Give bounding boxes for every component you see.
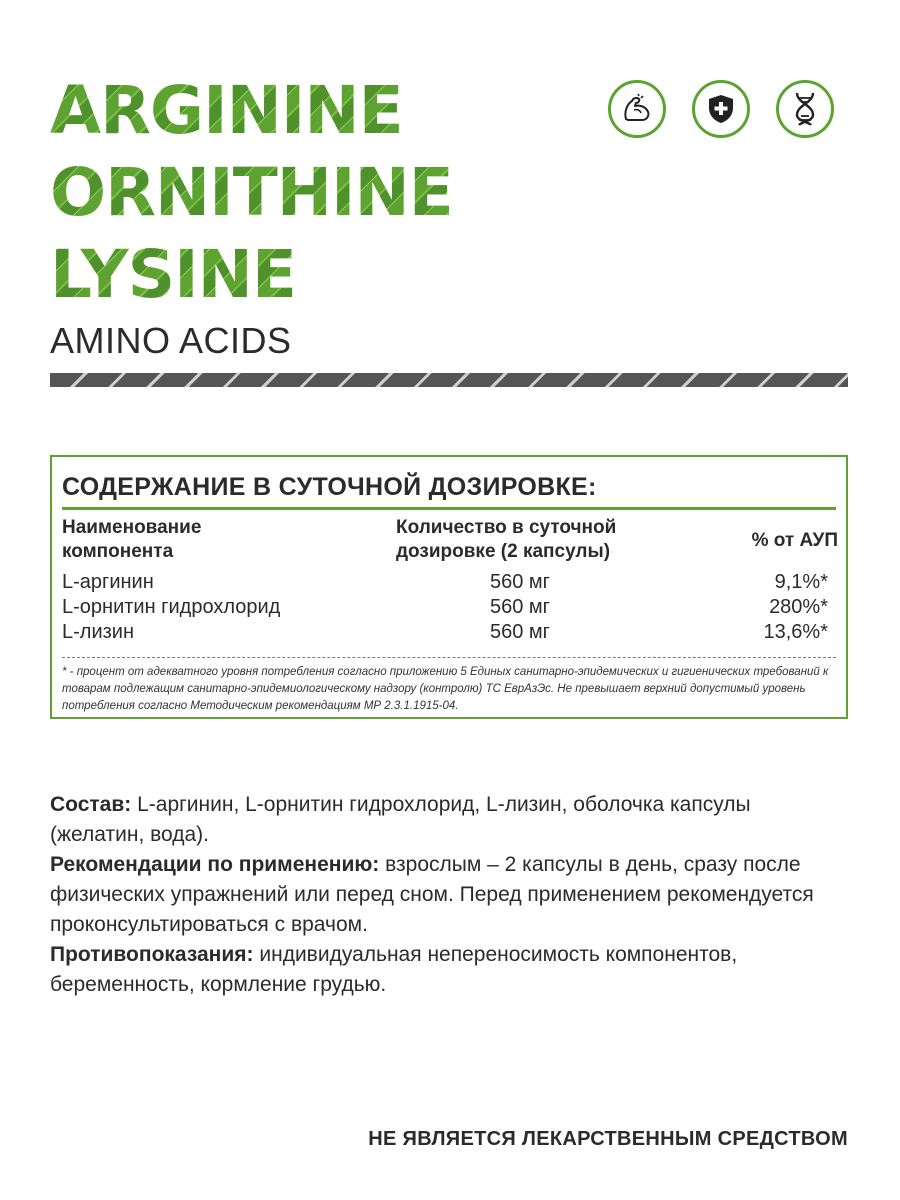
table-row — [62, 571, 828, 597]
footnote-divider — [62, 657, 836, 658]
contraindications-text: индивидуальная непереносимость компонентов, беременность, кормление грудью. — [50, 943, 738, 996]
row-component: L-лизин — [62, 621, 135, 643]
row-amount: 560 мг — [490, 621, 550, 643]
table-row — [62, 621, 828, 647]
row-component: L-орнитин гидрохлорид — [62, 596, 281, 618]
usage-label: Рекомендации по применению: — [50, 853, 380, 876]
table-row — [62, 596, 828, 622]
contraindications-paragraph — [50, 940, 850, 1000]
row-amount: 560 мг — [490, 571, 550, 593]
row-percent: 13,6%* — [763, 621, 828, 643]
title-line-ornithine: ORNITHINE — [50, 152, 610, 234]
composition-text: L-аргинин, L-орнитин гидрохлорид, L-лизин, оболочка капсулы (желатин, вода). — [50, 793, 751, 846]
row-percent: 9,1%* — [774, 571, 828, 593]
title-line-lysine: LYSINE — [50, 234, 610, 316]
panel-title: СОДЕРЖАНИЕ В СУТОЧНОЙ ДОЗИРОВКЕ: — [62, 473, 597, 501]
daily-dosage-panel — [50, 455, 848, 719]
header-daily-amount — [396, 516, 676, 564]
row-amount: 560 мг — [490, 596, 550, 618]
header-qty-line1: Количество в суточной — [396, 517, 617, 538]
usage-paragraph — [50, 850, 850, 940]
product-info — [50, 790, 850, 1000]
header-name-line1: Наименование — [62, 517, 202, 538]
composition-paragraph — [50, 790, 850, 850]
contraindications-label: Противопоказания: — [50, 943, 254, 966]
dna-icon — [776, 80, 834, 138]
header-name-line2: компонента — [62, 541, 174, 562]
decorative-stripe-bar — [50, 373, 848, 387]
row-percent: 280%* — [769, 596, 828, 618]
product-title — [50, 70, 610, 316]
row-component: L-аргинин — [62, 571, 154, 593]
muscle-arm-icon — [608, 80, 666, 138]
product-subtitle: AMINO ACIDS — [50, 320, 292, 361]
header-component-name — [62, 516, 322, 564]
title-line-arginine: ARGININE — [50, 70, 610, 152]
composition-label: Состав: — [50, 793, 132, 816]
not-a-medicine-note: НЕ ЯВЛЯЕТСЯ ЛЕКАРСТВЕННЫМ СРЕДСТВОМ — [368, 1128, 848, 1150]
feature-icons — [608, 80, 834, 138]
panel-divider — [62, 507, 836, 510]
header-qty-line2: дозировке (2 капсулы) — [396, 541, 611, 562]
header-percent-aup: % от АУП — [751, 530, 838, 551]
usage-text: взрослым – 2 капсулы в день, сразу после физических упражнений или перед сном. Перед применением рекомендуется проконсультироваться с врачом. — [50, 853, 814, 936]
shield-cross-icon — [692, 80, 750, 138]
footnote: * - процент от адекватного уровня потребления согласно приложению 5 Единых санитарно-эпидемических и гигиенических требований к товарам подлежащим санитарно-эпидемиологическому надзору (контролю) ТС ЕврАзЭс. Не превышает верхний допустимый уровень потребления согласно Методическим рекомендациям МР 2.3.1.1915-04. — [62, 666, 829, 712]
